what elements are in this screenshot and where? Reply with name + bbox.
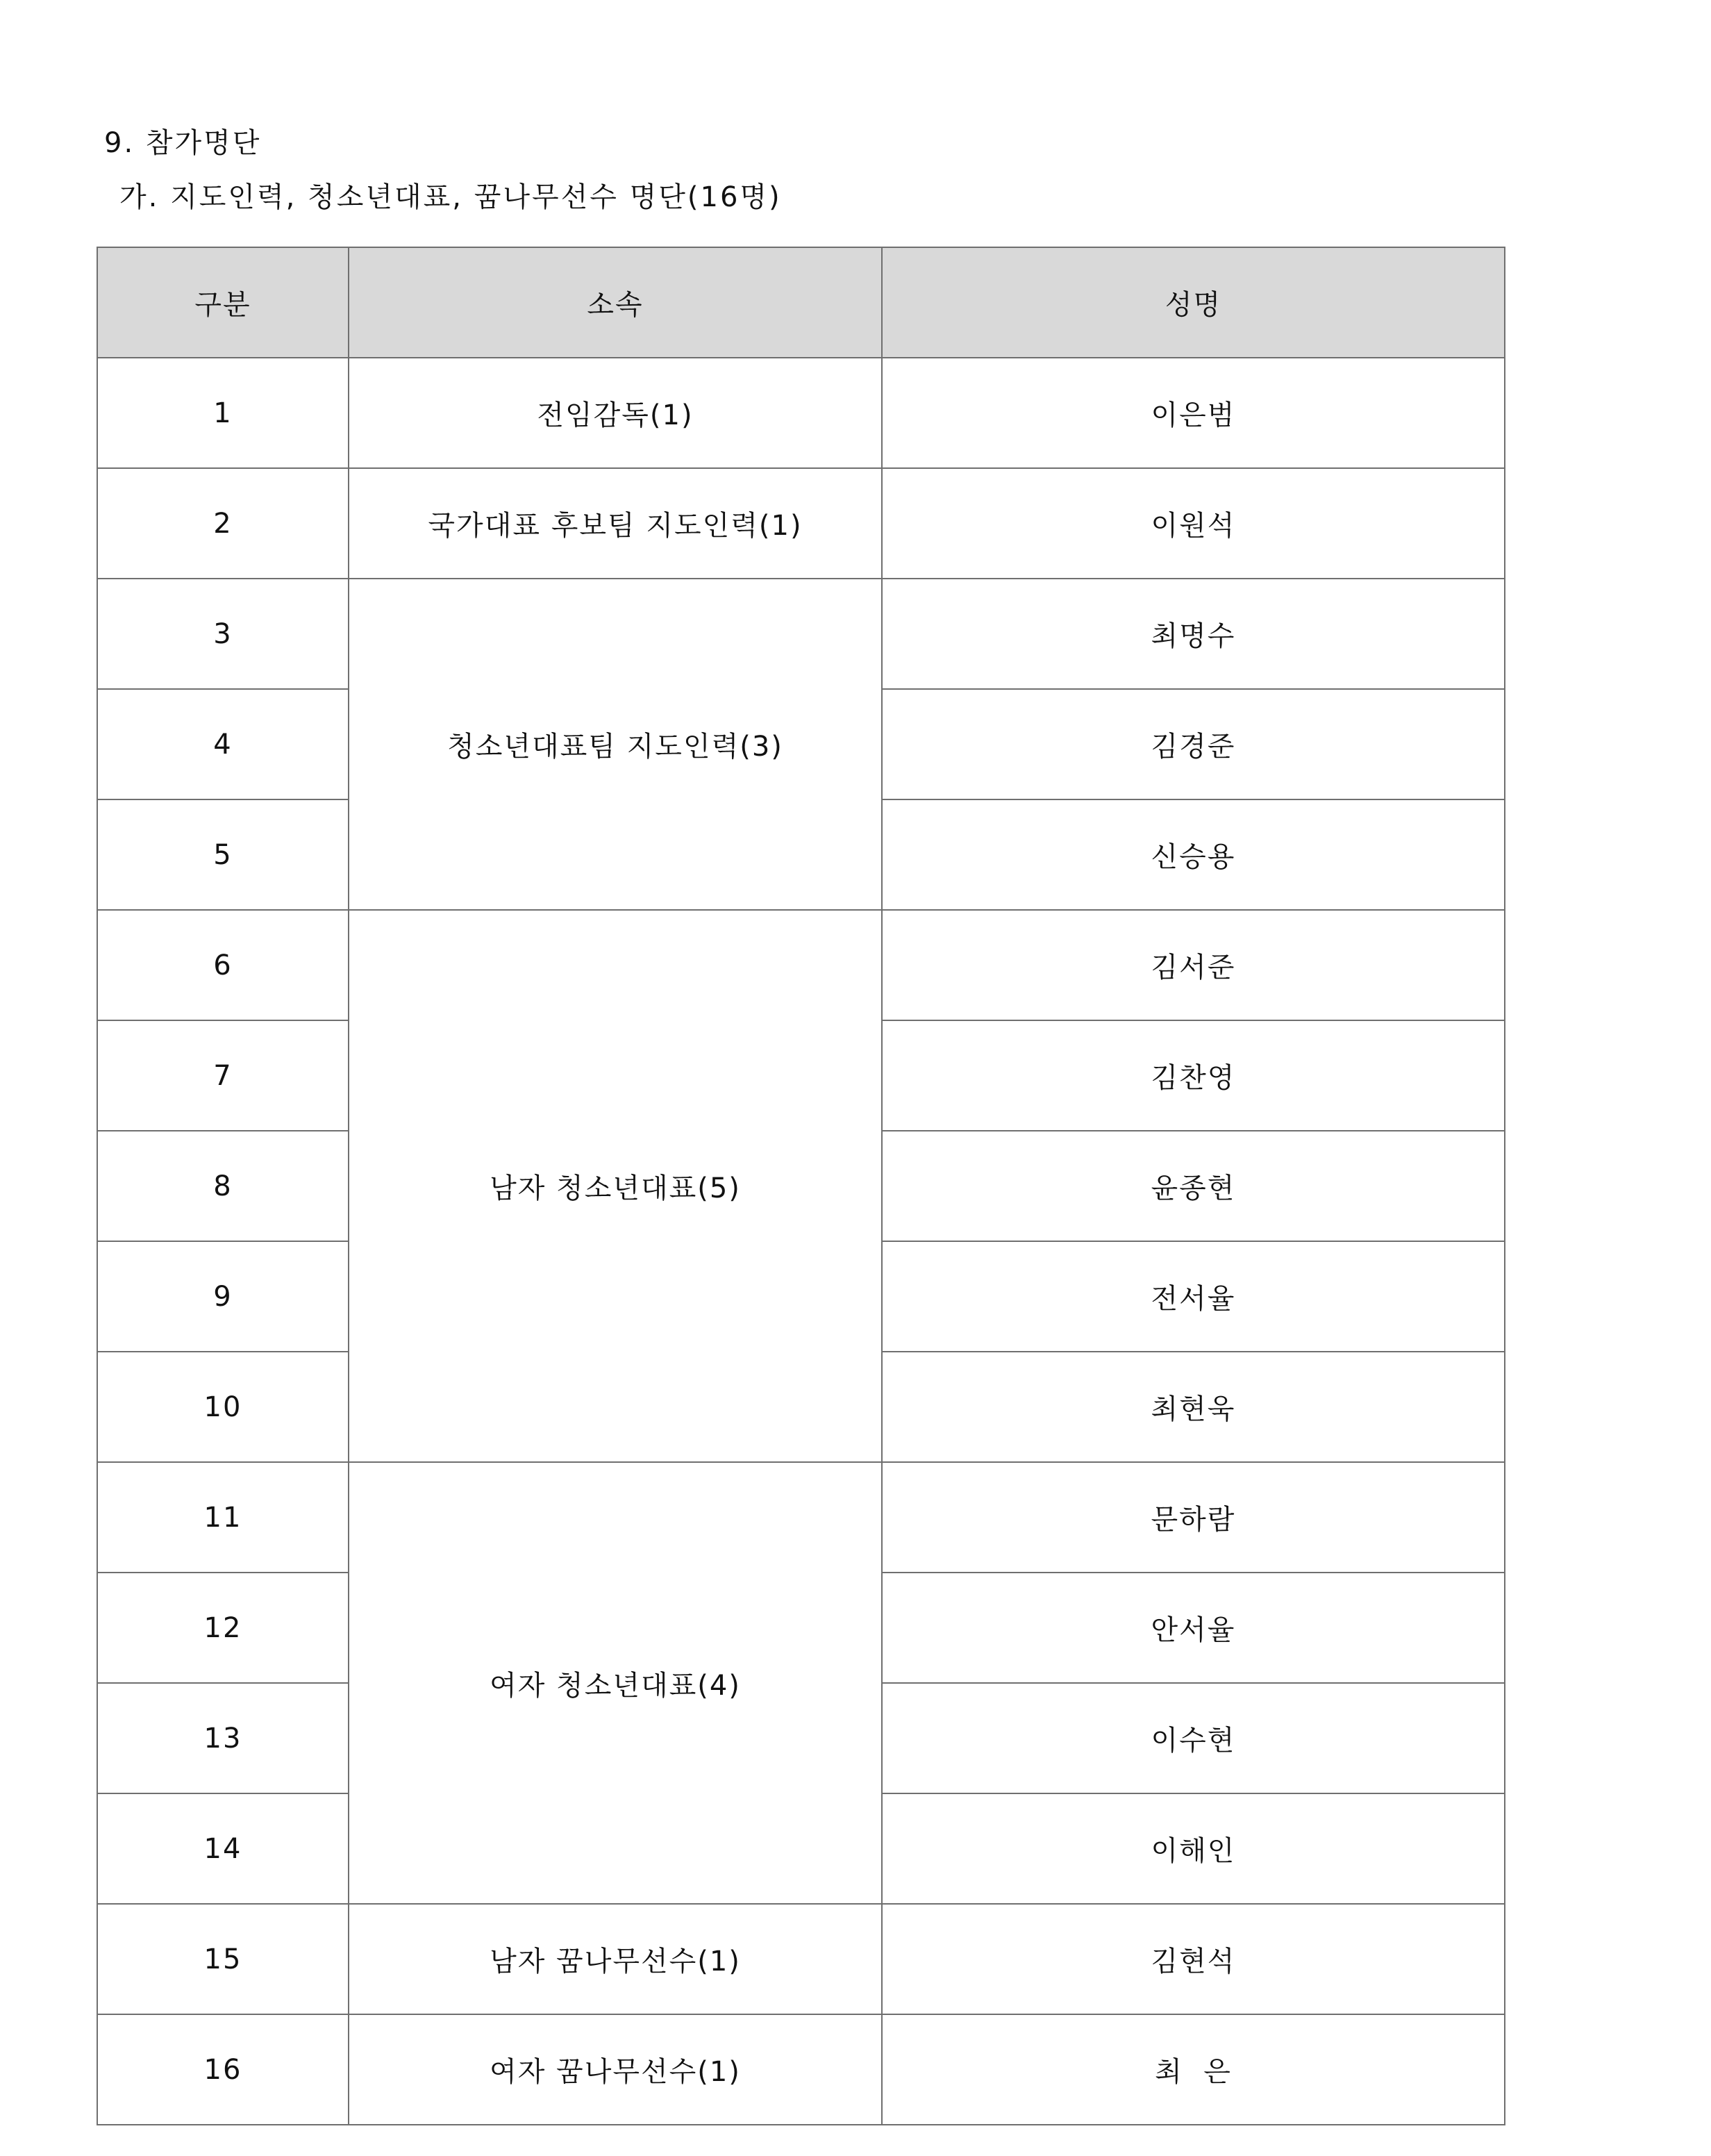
table-row — [97, 2014, 1505, 2125]
member-name: 김경준 — [882, 689, 1505, 799]
row-number: 4 — [97, 689, 349, 799]
header-affiliation: 소속 — [349, 247, 882, 358]
row-number: 10 — [97, 1352, 349, 1462]
member-name: 윤종현 — [882, 1131, 1505, 1241]
affiliation-cell: 여자 꿈나무선수(1) — [349, 2014, 882, 2125]
table-row — [97, 1462, 1505, 1573]
row-number: 12 — [97, 1573, 349, 1683]
member-name: 김현석 — [882, 1904, 1505, 2014]
row-number: 8 — [97, 1131, 349, 1241]
roster-body — [97, 358, 1505, 2125]
affiliation-cell: 국가대표 후보팀 지도인력(1) — [349, 468, 882, 579]
header-number: 구분 — [97, 247, 349, 358]
row-number: 1 — [97, 358, 349, 468]
header-row — [97, 247, 1505, 358]
table-row — [97, 910, 1505, 1020]
affiliation-cell: 여자 청소년대표(4) — [349, 1462, 882, 1904]
affiliation-cell: 남자 청소년대표(5) — [349, 910, 882, 1462]
member-name: 최명수 — [882, 579, 1505, 689]
affiliation-cell: 남자 꿈나무선수(1) — [349, 1904, 882, 2014]
row-number: 13 — [97, 1683, 349, 1793]
header-name: 성명 — [882, 247, 1505, 358]
table-row — [97, 468, 1505, 579]
row-number: 7 — [97, 1020, 349, 1131]
table-row — [97, 1904, 1505, 2014]
row-number: 15 — [97, 1904, 349, 2014]
member-name: 김서준 — [882, 910, 1505, 1020]
affiliation-cell: 전임감독(1) — [349, 358, 882, 468]
row-number: 5 — [97, 799, 349, 910]
member-name: 문하람 — [882, 1462, 1505, 1573]
row-number: 9 — [97, 1241, 349, 1352]
member-name: 이원석 — [882, 468, 1505, 579]
section-heading: 9. 참가명단 — [104, 127, 262, 159]
roster-subheading: 가. 지도인력, 청소년대표, 꿈나무선수 명단(16명) — [119, 181, 782, 213]
member-name: 신승용 — [882, 799, 1505, 910]
row-number: 3 — [97, 579, 349, 689]
table-row — [97, 358, 1505, 468]
member-name: 이은범 — [882, 358, 1505, 468]
roster-table — [97, 247, 1505, 2125]
affiliation-cell: 청소년대표팀 지도인력(3) — [349, 579, 882, 910]
row-number: 6 — [97, 910, 349, 1020]
member-name: 이해인 — [882, 1793, 1505, 1904]
member-name: 안서율 — [882, 1573, 1505, 1683]
row-number: 14 — [97, 1793, 349, 1904]
row-number: 16 — [97, 2014, 349, 2125]
member-name: 이수현 — [882, 1683, 1505, 1793]
member-name: 김찬영 — [882, 1020, 1505, 1131]
row-number: 2 — [97, 468, 349, 579]
member-name: 최 은 — [882, 2014, 1505, 2125]
member-name: 최현욱 — [882, 1352, 1505, 1462]
member-name: 전서율 — [882, 1241, 1505, 1352]
table-row — [97, 579, 1505, 689]
row-number: 11 — [97, 1462, 349, 1573]
